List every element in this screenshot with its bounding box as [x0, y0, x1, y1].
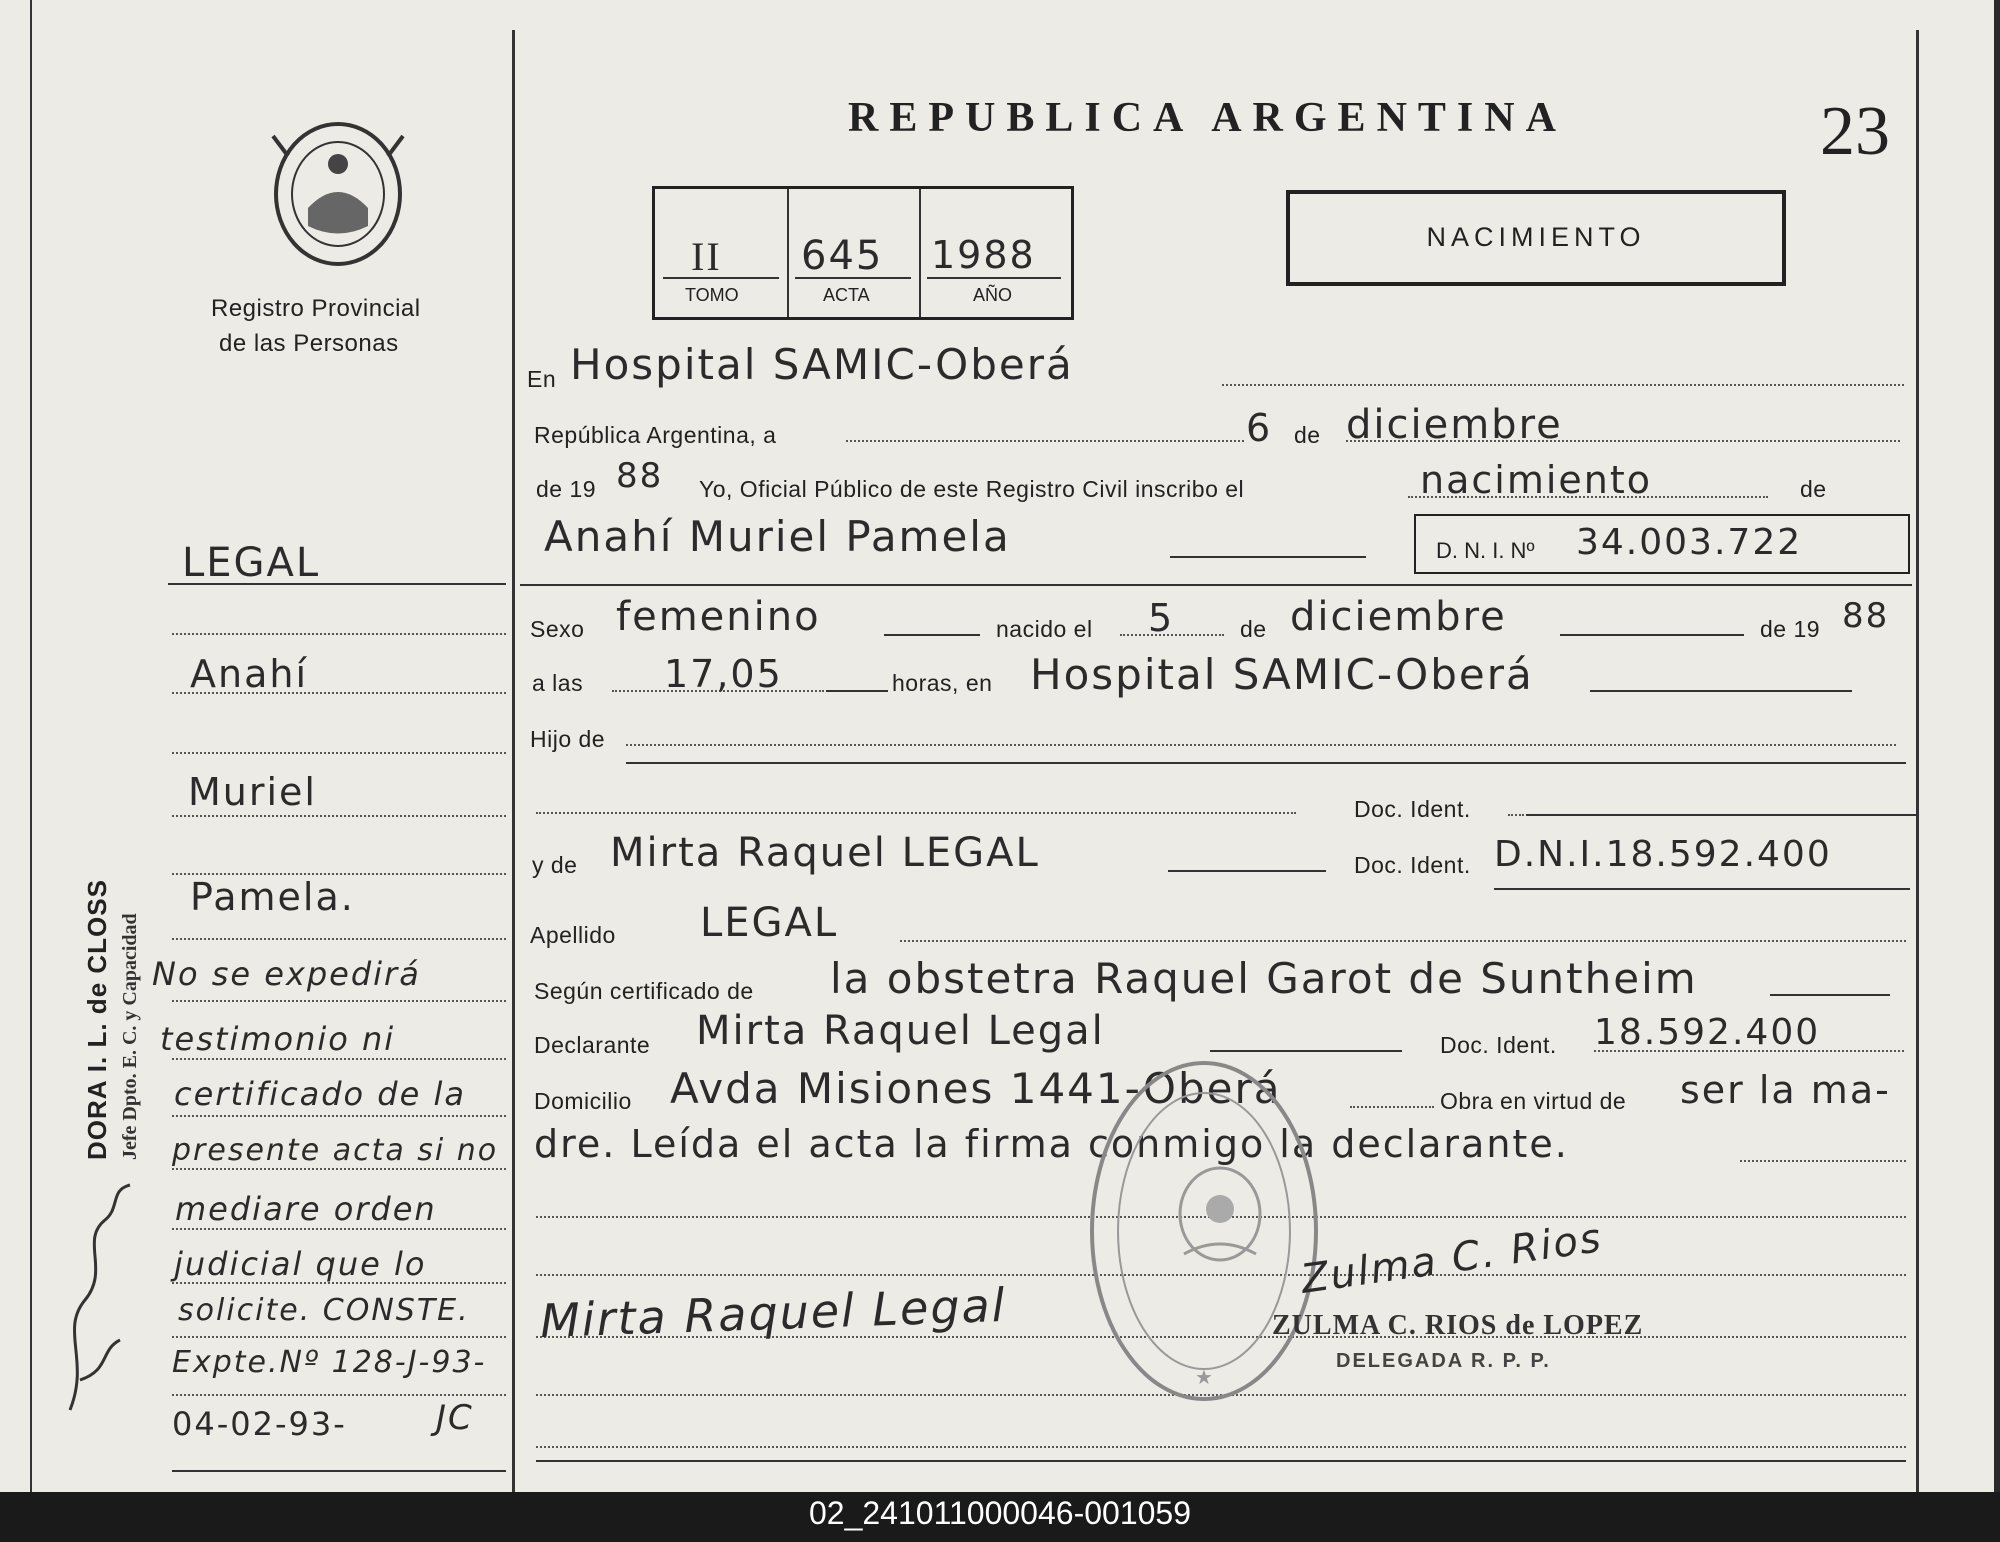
- chief-stamp-line2: Jefe Dpto. E. C. y Capacidad: [119, 913, 141, 1160]
- record-cell-acta: [787, 189, 921, 317]
- note-initials: JC: [436, 1398, 474, 1438]
- svg-text:★: ★: [1195, 1365, 1213, 1389]
- row8-dots-b: [1508, 814, 1524, 816]
- continuation-text: dre. Leída el acta la firma conmigo la declarante.: [534, 1122, 1569, 1166]
- acta-label: ACTA: [823, 285, 870, 305]
- birth-year-prefix: de 19: [1760, 616, 1821, 642]
- apellido-label: Apellido: [530, 922, 616, 948]
- de-label-3: de: [1240, 616, 1267, 642]
- record-cell-anio: [919, 189, 1069, 317]
- declarante-value: Mirta Raquel Legal: [696, 1008, 1105, 1054]
- row1-dots: [1222, 384, 1904, 386]
- act-type-label: NACIMIENTO: [1426, 222, 1646, 252]
- hour-value: 17,05: [664, 652, 783, 696]
- birth-day: 5: [1148, 596, 1175, 640]
- registry-name-line1: Registro Provincial: [211, 295, 421, 322]
- dni-box: [1414, 514, 1910, 574]
- hour-rule: [826, 690, 888, 692]
- official-stamp-icon: [1084, 1054, 1324, 1408]
- record-box: [652, 186, 1074, 320]
- left-dots-9: [172, 1115, 506, 1117]
- note-line: certificado de la: [174, 1075, 466, 1113]
- chief-stamp-line1: DORA I. L. de CLOSS: [82, 879, 112, 1160]
- left-dots-4: [172, 815, 506, 817]
- left-dots-14: [172, 1394, 506, 1396]
- tomo-label: TOMO: [685, 285, 739, 305]
- apellido-value: LEGAL: [700, 900, 839, 946]
- record-cell-tomo: [655, 189, 789, 317]
- left-name-1: Anahí: [190, 652, 309, 696]
- domicilio-label: Domicilio: [534, 1088, 632, 1114]
- row2-dots-b: [1346, 440, 1900, 442]
- row8-rule: [1526, 814, 1918, 816]
- left-name-3: Pamela.: [190, 875, 355, 919]
- left-dots-3: [172, 752, 506, 754]
- rep-label: República Argentina, a: [534, 422, 777, 448]
- en-value: Hospital SAMIC-Oberá: [570, 340, 1074, 389]
- alas-label: a las: [532, 670, 584, 696]
- child-name: Anahí Muriel Pamela: [544, 512, 1011, 561]
- doc-label-3: Doc. Ident.: [1440, 1032, 1557, 1058]
- act-type-box: [1286, 190, 1786, 286]
- tomo-value: II: [691, 234, 722, 279]
- chief-stamp: [82, 879, 142, 1160]
- note-line: No se expedirá: [152, 955, 421, 993]
- row14-dots: [1740, 1160, 1906, 1162]
- row3-dots: [1408, 496, 1768, 498]
- column-divider-line: [512, 30, 515, 1492]
- registry-name-line2: de las Personas: [219, 330, 399, 357]
- day-value: 6: [1246, 406, 1273, 450]
- row12-rule: [1210, 1050, 1402, 1052]
- segun-label: Según certificado de: [534, 978, 754, 1004]
- birth-place: Hospital SAMIC-Oberá: [1030, 650, 1534, 699]
- declarante-signature: Mirta Raquel Legal: [539, 1277, 1008, 1349]
- left-dots-12: [172, 1282, 506, 1284]
- acta-rule: [795, 277, 911, 279]
- row4-rule-long: [520, 584, 1912, 586]
- horas-label: horas, en: [892, 670, 993, 696]
- yo-text: Yo, Oficial Público de este Registro Civil inscribo el: [699, 476, 1245, 502]
- en-label: En: [527, 366, 557, 392]
- act-word: nacimiento: [1420, 458, 1653, 502]
- left-rule-bottom: [172, 1470, 506, 1472]
- row19-dots: [536, 1446, 1906, 1448]
- sexo-value: femenino: [616, 594, 821, 640]
- row7-rule: [626, 762, 1906, 764]
- signer-title: DELEGADA R. P. P.: [1336, 1350, 1551, 1372]
- year-prefix: de 19: [536, 476, 597, 502]
- row9-rule: [1494, 888, 1910, 890]
- sexo-rule: [884, 634, 980, 636]
- acta-value: 645: [801, 233, 884, 279]
- left-dots-2: [172, 692, 506, 694]
- note-line: mediare orden: [175, 1190, 437, 1228]
- chief-signature-icon: [50, 1180, 140, 1420]
- left-dots-8: [172, 1058, 506, 1060]
- dni-label: D. N. I. Nº: [1436, 538, 1535, 563]
- note-line: judicial que lo: [174, 1245, 427, 1283]
- doc-label-2: Doc. Ident.: [1354, 852, 1471, 878]
- row20-rule: [536, 1460, 1906, 1462]
- row4-rule: [1170, 556, 1366, 558]
- page-edge: [1994, 0, 2000, 1492]
- note-line: testimonio ni: [160, 1020, 396, 1058]
- mother-doc: D.N.I.18.592.400: [1494, 834, 1832, 875]
- file-caption: 02_241011000046-001059: [808, 1495, 1191, 1531]
- left-dots-7: [172, 1000, 506, 1002]
- obra-label: Obra en virtud de: [1440, 1088, 1627, 1114]
- nacido-label: nacido el: [996, 616, 1093, 642]
- year-suffix: 88: [616, 456, 664, 496]
- row12-dots: [1594, 1050, 1904, 1052]
- left-margin-line: [30, 0, 32, 1492]
- note-line: presente acta si no: [172, 1133, 499, 1168]
- anio-value: 1988: [931, 233, 1036, 277]
- left-dots-11: [172, 1228, 506, 1230]
- left-dots-10: [172, 1168, 506, 1170]
- declarante-doc: 18.592.400: [1594, 1012, 1821, 1053]
- signer-name: ZULMA C. RIOS de LOPEZ: [1272, 1310, 1644, 1341]
- row5-rule: [1560, 634, 1744, 636]
- mother-name: Mirta Raquel LEGAL: [610, 830, 1040, 876]
- official-signature: Zulma C. Rios: [1298, 1215, 1606, 1303]
- row2-dots-a: [846, 440, 1244, 442]
- sexo-label: Sexo: [530, 616, 585, 642]
- row6-rule: [1590, 690, 1852, 692]
- right-border-line: [1916, 30, 1919, 1492]
- birth-month: diciembre: [1290, 594, 1507, 640]
- row9-rule-a: [1168, 870, 1326, 872]
- province-seal-icon: [268, 116, 408, 272]
- left-dots-13: [172, 1336, 506, 1338]
- row13-dots: [1350, 1106, 1434, 1108]
- tomo-rule: [663, 277, 779, 279]
- note-line: Expte.Nº 128-J-93-: [172, 1345, 487, 1380]
- row10-dots: [900, 940, 1906, 942]
- anio-rule: [927, 277, 1061, 279]
- dni-value: 34.003.722: [1576, 522, 1803, 563]
- yde-label: y de: [532, 852, 578, 878]
- left-name-2: Muriel: [188, 770, 317, 814]
- birth-year-suffix: 88: [1842, 596, 1890, 636]
- note-line: solicite. CONSTE.: [178, 1293, 470, 1328]
- domicilio-value: Avda Misiones 1441-Oberá: [670, 1064, 1282, 1113]
- doc-label-1: Doc. Ident.: [1354, 796, 1471, 822]
- left-surname: LEGAL: [182, 540, 321, 586]
- page-number: 23: [1820, 93, 1890, 170]
- obra-value: ser la ma-: [1680, 1068, 1891, 1112]
- note-line: 04-02-93-: [172, 1405, 347, 1443]
- row8-dots: [536, 812, 1296, 814]
- anio-label: AÑO: [973, 285, 1013, 305]
- left-rule-1: [168, 583, 506, 585]
- hijo-label: Hijo de: [530, 726, 606, 752]
- row7-dots: [626, 744, 1896, 746]
- declarante-label: Declarante: [534, 1032, 651, 1058]
- month-value: diciembre: [1346, 402, 1563, 448]
- row11-rule: [1770, 994, 1890, 996]
- left-dots-6: [172, 938, 506, 940]
- de-label-1: de: [1294, 422, 1321, 448]
- country-title: REPUBLICA ARGENTINA: [848, 95, 1567, 141]
- de-label-2: de: [1800, 476, 1827, 502]
- left-dots-1: [172, 633, 506, 635]
- segun-value: la obstetra Raquel Garot de Suntheim: [830, 954, 1698, 1003]
